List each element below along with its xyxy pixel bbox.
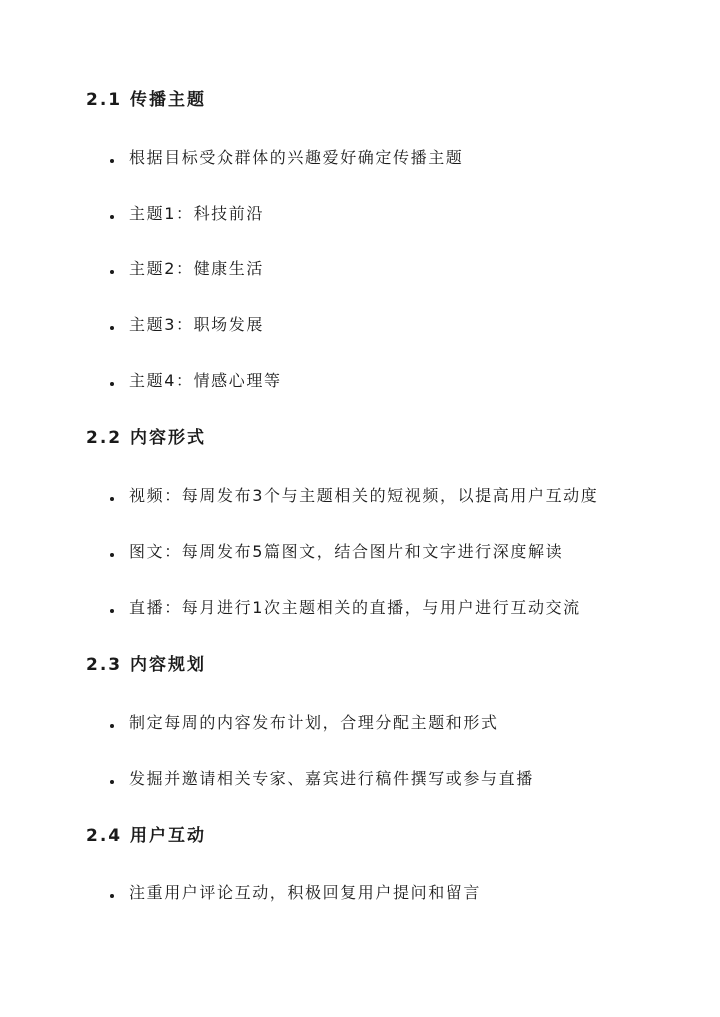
bullet-icon xyxy=(110,724,114,728)
list-item-text: 根据目标受众群体的兴趣爱好确定传播主题 xyxy=(129,148,464,167)
bullet-icon xyxy=(110,497,114,501)
bullet-icon xyxy=(110,382,114,386)
section-heading-theme: 2.1 传播主题 xyxy=(86,90,207,110)
list-item xyxy=(110,258,264,280)
list-item-text: 直播：每月进行1次主题相关的直播，与用户进行互动交流 xyxy=(129,598,581,617)
bullet-icon xyxy=(110,894,114,898)
bullet-icon xyxy=(110,270,114,274)
list-item xyxy=(110,882,481,904)
list-item-text: 主题4：情感心理等 xyxy=(129,371,282,390)
list-item xyxy=(110,203,264,225)
bullet-icon xyxy=(110,553,114,557)
section-heading-planning: 2.3 内容规划 xyxy=(86,655,207,675)
list-item-text: 发掘并邀请相关专家、嘉宾进行稿件撰写或参与直播 xyxy=(129,769,534,788)
section-heading-format: 2.2 内容形式 xyxy=(86,428,207,448)
list-item xyxy=(110,597,581,619)
bullet-icon xyxy=(110,780,114,784)
list-item-text: 主题3：职场发展 xyxy=(129,315,264,334)
bullet-icon xyxy=(110,215,114,219)
list-item xyxy=(110,768,534,790)
list-item-text: 主题2：健康生活 xyxy=(129,259,264,278)
list-item xyxy=(110,147,463,169)
bullet-icon xyxy=(110,326,114,330)
list-item xyxy=(110,541,563,563)
list-item xyxy=(110,314,264,336)
list-item-text: 视频：每周发布3个与主题相关的短视频，以提高用户互动度 xyxy=(129,486,599,505)
list-item-text: 制定每周的内容发布计划，合理分配主题和形式 xyxy=(129,713,499,732)
list-item xyxy=(110,485,598,507)
bullet-icon xyxy=(110,609,114,613)
bullet-icon xyxy=(110,159,114,163)
list-item-text: 图文：每周发布5篇图文，结合图片和文字进行深度解读 xyxy=(129,542,564,561)
section-heading-interaction: 2.4 用户互动 xyxy=(86,826,207,846)
list-item xyxy=(110,370,282,392)
list-item xyxy=(110,712,499,734)
list-item-text: 注重用户评论互动，积极回复用户提问和留言 xyxy=(129,883,482,902)
list-item-text: 主题1：科技前沿 xyxy=(129,204,264,223)
